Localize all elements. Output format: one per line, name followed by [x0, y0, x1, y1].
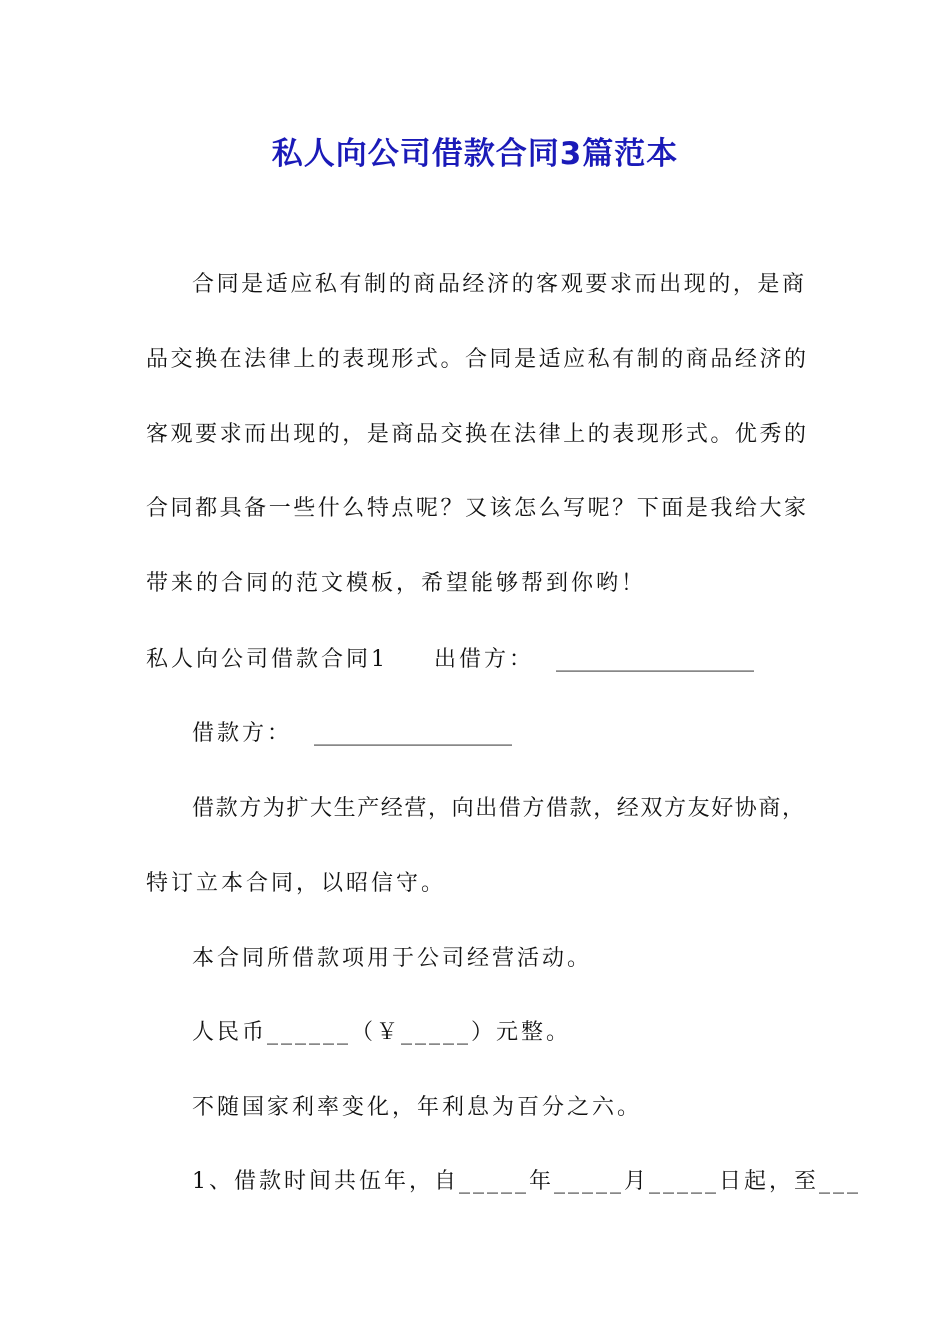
borrower-line: [192, 719, 512, 749]
document-title: 私人向公司借款合同3篇范本: [271, 136, 679, 172]
use-line: 本合同所借款项用于公司经营活动。: [192, 946, 593, 971]
term-line: 1、借款时间共伍年，自_____年_____月_____日起，至___: [192, 1169, 861, 1194]
intro-line-4: 合同都具备一些什么特点呢？又该怎么写呢？下面是我给大家: [146, 496, 806, 521]
purpose-line-1: 借款方为扩大生产经营，向出借方借款，经双方友好协商，: [192, 796, 804, 821]
intro-line-3: 客观要求而出现的，是商品交换在法律上的表现形式。优秀的: [146, 422, 806, 447]
interest-line: 不随国家利率变化，年利息为百分之六。: [192, 1095, 643, 1120]
lender-blank: __________________: [556, 647, 755, 672]
intro-line-1: 合同是适应私有制的商品经济的客观要求而出现的，是商: [192, 272, 804, 297]
borrower-blank: __________________: [314, 721, 513, 746]
amount-line: 人民币______（￥_____）元整。: [192, 1020, 572, 1045]
purpose-line-2: 特订立本合同，以昭信守。: [146, 871, 447, 896]
lender-label: 出借方：: [434, 647, 535, 672]
contract-heading: 私人向公司借款合同1: [146, 647, 388, 672]
intro-line-2: 品交换在法律上的表现形式。合同是适应私有制的商品经济的: [146, 347, 806, 372]
borrower-label: 借款方：: [192, 721, 293, 746]
contract-heading-line: [146, 645, 754, 675]
intro-line-5: 带来的合同的范文模板，希望能够帮到你哟！: [146, 571, 647, 596]
